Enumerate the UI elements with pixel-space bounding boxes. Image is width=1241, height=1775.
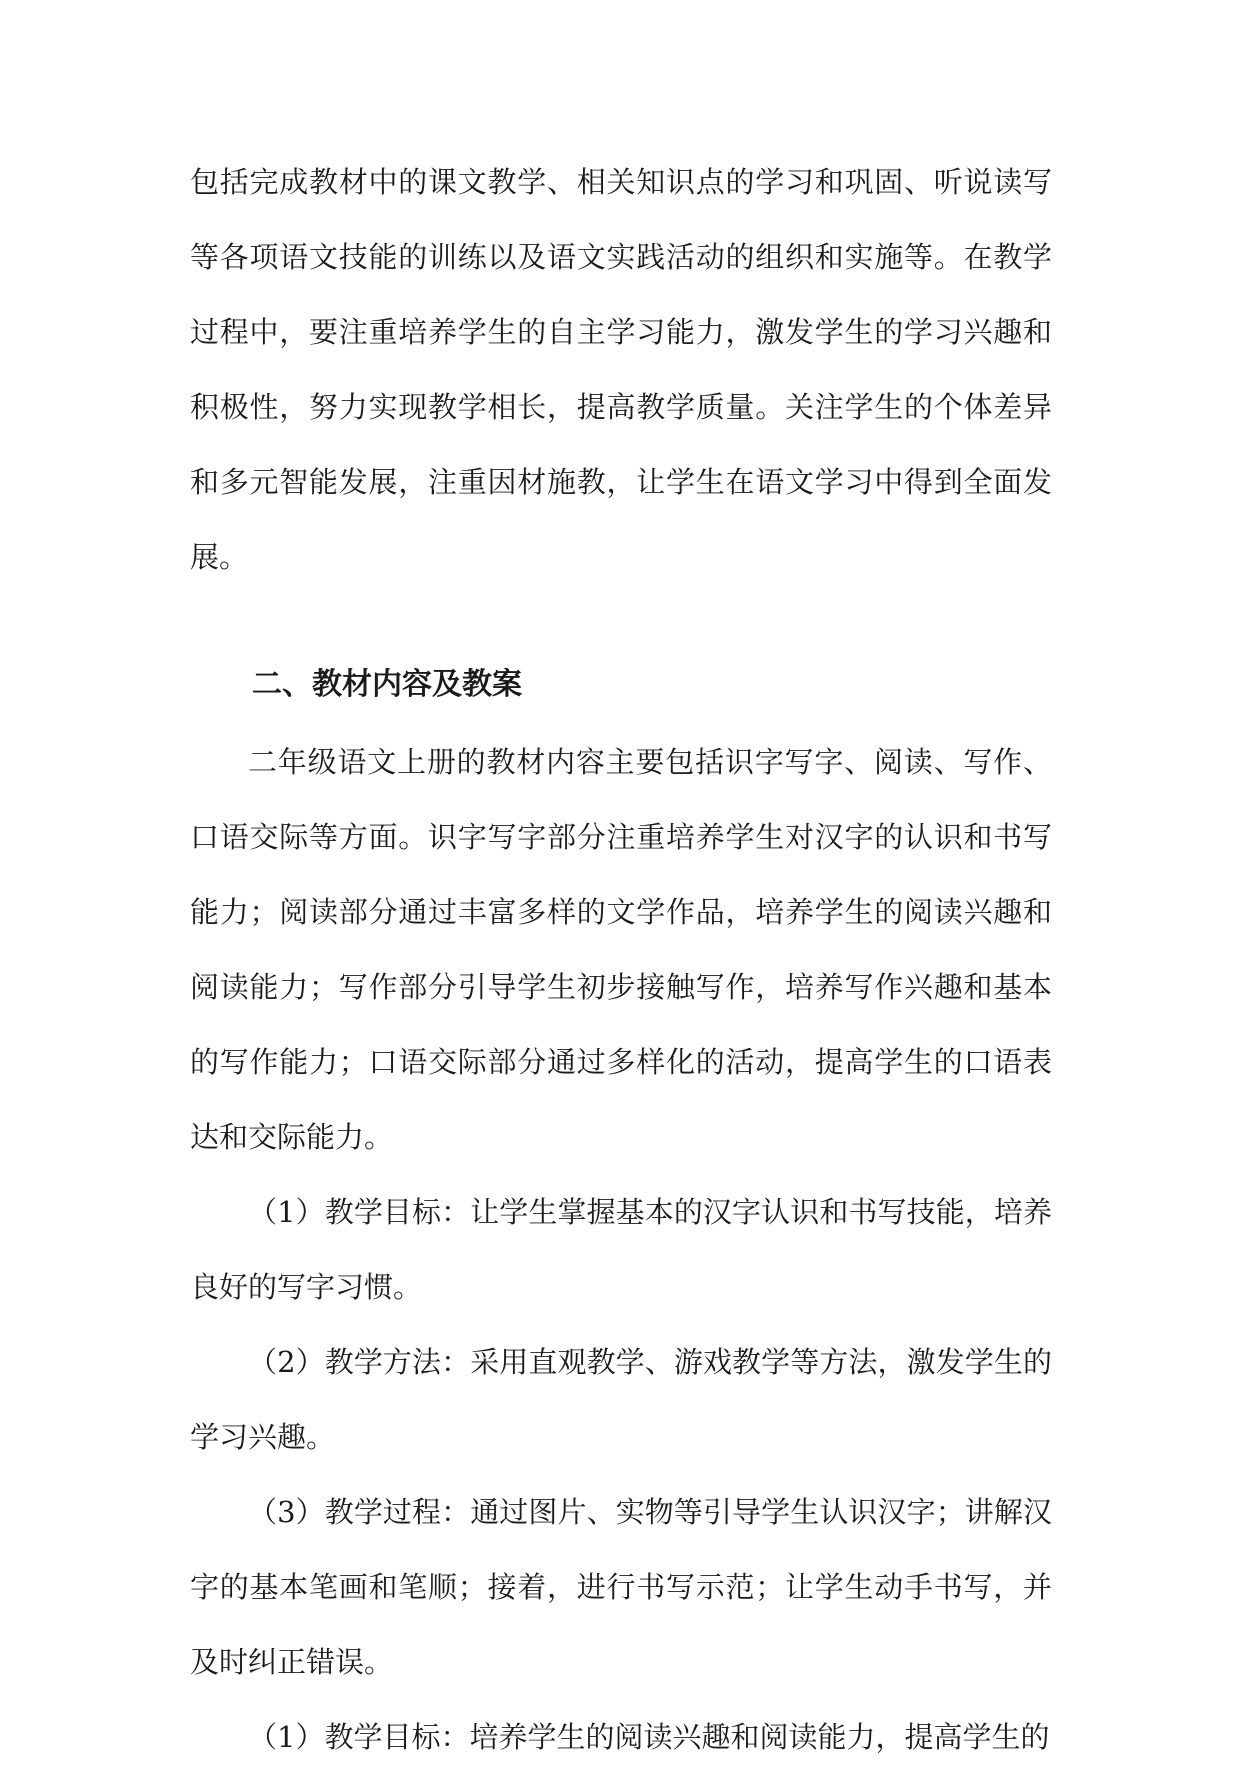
section-heading: 二、教材内容及教案 [252,667,522,702]
section-paragraph-reading-goal: （1）教学目标：培养学生的阅读兴趣和阅读能力，提高学生的 [248,1720,1050,1754]
intro-paragraph: 包括完成教材中的课文教学、相关知识点的学习和巩固、听说读写等各项语文技能的训练以及语文实践活动的组织和实施等。在教学过程中，要注重培养学生的自主学习能力，激发学生的学习兴趣和积极性，努力实现教学相长，提高教学质量。关注学生的个体差异和多元智能发展，注重因材施教，让学生在语文学习中得到全面发展。 [190,165,1052,574]
section-paragraph-process-3: （3）教学过程：通过图片、实物等引导学生认识汉字；讲解汉字的基本笔画和笔顺；接着，进行书写示范；让学生动手书写，并及时纠正错误。 [190,1495,1052,1679]
section-paragraph-overview: 二年级语文上册的教材内容主要包括识字写字、阅读、写作、口语交际等方面。识字写字部分注重培养学生对汉字的认识和书写能力；阅读部分通过丰富多样的文学作品，培养学生的阅读兴趣和阅读能力；写作部分引导学生初步接触写作，培养写作兴趣和基本的写作能力；口语交际部分通过多样化的活动，提高学生的口语表达和交际能力。 [190,745,1052,1154]
section-paragraph-method-2: （2）教学方法：采用直观教学、游戏教学等方法，激发学生的学习兴趣。 [190,1345,1052,1454]
section-paragraph-goal-1: （1）教学目标：让学生掌握基本的汉字认识和书写技能，培养良好的写字习惯。 [190,1195,1052,1304]
section-spacer [190,595,1052,647]
document-body [190,145,1052,1775]
